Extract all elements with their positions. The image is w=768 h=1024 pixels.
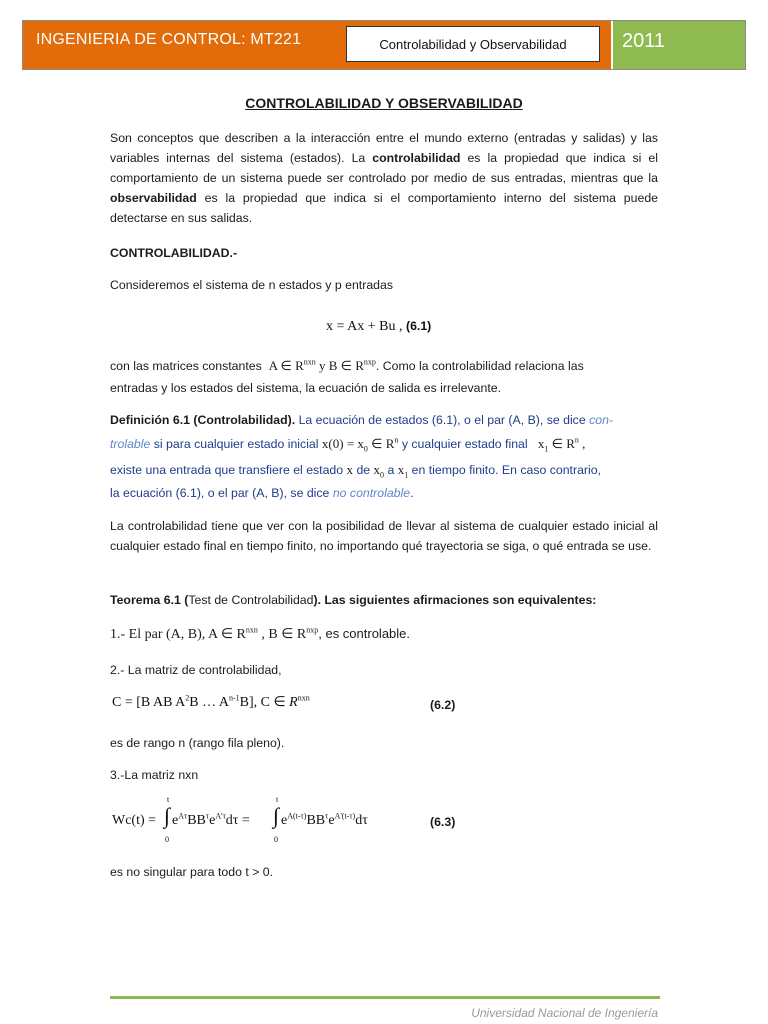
- eq63-e1: e: [172, 813, 179, 828]
- eq63-lhs: Wc(t) =: [112, 813, 157, 828]
- eq63-exp1: Aτ: [178, 811, 188, 821]
- topic-box: Controlabilidad y Observabilidad: [346, 26, 600, 62]
- eq63-e2: e: [209, 813, 216, 828]
- equation-6-1-expr: x = Ax + Bu ,: [326, 319, 403, 334]
- final-state-dim: n: [574, 435, 579, 445]
- definition-text-6: la ecuación (6.1), o el par (A, B), se dice: [110, 486, 333, 500]
- definition-text-1: La ecuación de estados (6.1), o el par (A, B), se dice: [295, 413, 590, 427]
- matrix-a-dim: nxn: [303, 357, 316, 367]
- definition-line-4: [110, 483, 658, 503]
- item-1: [110, 624, 658, 645]
- eq63-upper-2: t: [276, 795, 279, 804]
- eq62-R: R: [289, 695, 298, 710]
- intro-text-3: es la propiedad que indica si el comportamiento interno del sistema puede detectarse en sus salidas.: [110, 191, 658, 225]
- page-title: CONTROLABILIDAD Y OBSERVABILIDAD: [245, 95, 523, 111]
- nonsingular-text: es no singular para todo t > 0.: [110, 865, 274, 879]
- state-x1: [397, 462, 409, 480]
- eq62-sup1: 2: [185, 693, 190, 703]
- footer-divider: [110, 996, 660, 999]
- intro-paragraph: [110, 128, 658, 228]
- final-state-sub: 1: [544, 444, 549, 454]
- consider-text: Consideremos el sistema de n estados y p entradas: [110, 278, 393, 292]
- eq62-b: B … A: [189, 695, 229, 710]
- matrices-text-a: con las matrices constantes: [110, 359, 262, 373]
- initial-state-set: ∈ R: [367, 436, 395, 451]
- definition-line-3: [110, 460, 658, 480]
- matrices-y: y: [315, 358, 329, 373]
- eq63-integrand-1: [172, 813, 250, 829]
- equation-6-1-label: (6.1): [405, 319, 432, 333]
- definition-no-controlable: no controlable: [332, 486, 411, 500]
- matrices-line-1: [110, 356, 658, 376]
- matrices-text-b: . Como la controlabilidad relaciona las: [375, 359, 584, 373]
- theorem-test: Test de Controlabilidad: [188, 593, 314, 607]
- definition-head: Definición 6.1 (Controlabilidad).: [110, 413, 296, 427]
- footer-university: Universidad Nacional de Ingeniería: [471, 1006, 658, 1020]
- item-1-sup-1: nxn: [245, 625, 258, 635]
- section-heading: CONTROLABILIDAD.-: [110, 246, 238, 260]
- definition-text-2: si para cualquier estado inicial: [150, 437, 322, 451]
- eq63-dt2: dτ: [355, 813, 368, 828]
- theorem-heading: [110, 590, 658, 610]
- eq63-exp3: A(t-τ): [287, 811, 307, 821]
- initial-state-dim: n: [394, 435, 399, 445]
- intro-text-1: Son conceptos que describen a la interacción entre el mundo externo (entradas y salidas) y las variables internas del sistema (estados). La: [110, 131, 658, 165]
- eq63-e3: e: [281, 813, 288, 828]
- eq63-t2: τ: [325, 811, 329, 821]
- eq63-bb1: BB: [187, 813, 206, 828]
- eq63-upper-1: t: [167, 795, 170, 804]
- equation-6-2: [112, 694, 310, 711]
- final-state-comma: ,: [578, 436, 586, 451]
- state-x: x: [346, 462, 354, 477]
- eq63-dt1: dτ =: [225, 813, 250, 828]
- definition-text-4: existe una entrada que transfiere el estado: [110, 463, 347, 477]
- definition-a: a: [384, 463, 398, 477]
- item-3: 3.-La matriz nxn: [110, 768, 199, 782]
- eq62-sup2: n-1: [228, 693, 240, 703]
- item-1-math: [166, 627, 318, 642]
- matrix-a-set: [269, 358, 376, 373]
- item-2: 2.- La matriz de controlabilidad,: [110, 663, 282, 677]
- course-title: INGENIERIA DE CONTROL: MT221: [36, 31, 302, 48]
- controllability-paragraph: La controlabilidad tiene que ver con la posibilidad de llevar al sistema de cualquier estado inicial al cualquier estado final en tiempo finito, no importando qué trayectoria se siga, o qué entrada se use.: [110, 519, 658, 553]
- final-state-set: ∈ R: [548, 436, 575, 451]
- eq63-lower-1: 0: [165, 835, 169, 844]
- item-1-math-a: (A, B), A ∈ R: [165, 627, 246, 642]
- item-1-tail: , es controlable.: [318, 626, 411, 641]
- eq63-bb2: BB: [306, 813, 326, 828]
- eq63-integral-2: ∫: [273, 803, 280, 828]
- initial-state-sub: 0: [363, 444, 368, 454]
- definition-text-3: y cualquier estado final: [398, 437, 532, 451]
- item-1-math-b: , B ∈ R: [257, 627, 307, 642]
- item-1-pre: 1.- El par: [110, 627, 166, 642]
- theorem-tail: ). Las siguientes afirmaciones son equivalentes:: [313, 593, 597, 607]
- state-x1-sub: 1: [404, 470, 409, 480]
- matrix-a: A ∈ R: [268, 358, 304, 373]
- matrix-b-dim: nxp: [363, 357, 376, 367]
- item-1-sup-2: nxp: [306, 625, 319, 635]
- eq63-t1: τ: [205, 811, 210, 821]
- eq63-e4: e: [328, 813, 335, 828]
- final-state-math: [537, 435, 586, 454]
- initial-state: x(0) = x: [321, 436, 364, 451]
- intro-bold-controlabilidad: controlabilidad: [372, 151, 461, 165]
- definition-text-5: en tiempo finito. En caso contrario,: [408, 463, 601, 477]
- eq63-integrand-2: [281, 813, 368, 829]
- definition-trolable: trolable: [110, 437, 151, 451]
- eq62-c: B], C ∈: [239, 695, 290, 710]
- final-state: x: [537, 436, 545, 451]
- equation-6-1: [326, 319, 431, 335]
- state-x1-var: x: [397, 462, 405, 477]
- definition-line-2: [110, 434, 658, 454]
- definition-dot: .: [410, 486, 414, 500]
- equation-6-3-label: (6.3): [430, 815, 456, 829]
- intro-bold-observabilidad: observabilidad: [110, 191, 197, 205]
- equation-6-3: [112, 795, 412, 847]
- state-x0-sub: 0: [380, 470, 385, 480]
- eq62-a: C = [B AB A: [112, 695, 186, 710]
- eq62-sup3: nxn: [297, 693, 310, 703]
- definition-line-1: [110, 410, 658, 430]
- definition-con: con-: [589, 413, 613, 427]
- state-x0: [373, 462, 385, 480]
- theorem-head: Teorema 6.1 (: [110, 593, 189, 607]
- eq63-exp2: A'τ: [215, 811, 226, 821]
- definition-de: de: [353, 463, 374, 477]
- initial-state-math: [321, 435, 399, 454]
- header-year: 2011: [622, 30, 666, 52]
- eq63-exp4: A'(t-τ): [334, 811, 356, 821]
- matrix-b: B ∈ R: [328, 358, 364, 373]
- rank-text: es de rango n (rango fila pleno).: [110, 736, 285, 750]
- state-x0-var: x: [373, 462, 381, 477]
- matrices-line-2: entradas y los estados del sistema, la ecuación de salida es irrelevante.: [110, 381, 501, 395]
- eq63-lower-2: 0: [274, 835, 278, 844]
- intro-text-2: es la propiedad que indica si el comportamiento de un sistema puede ser controlado por medio de sus entradas, mientras que la: [110, 151, 658, 185]
- eq63-integral-1: ∫: [164, 803, 171, 828]
- equation-6-2-label: (6.2): [430, 698, 456, 712]
